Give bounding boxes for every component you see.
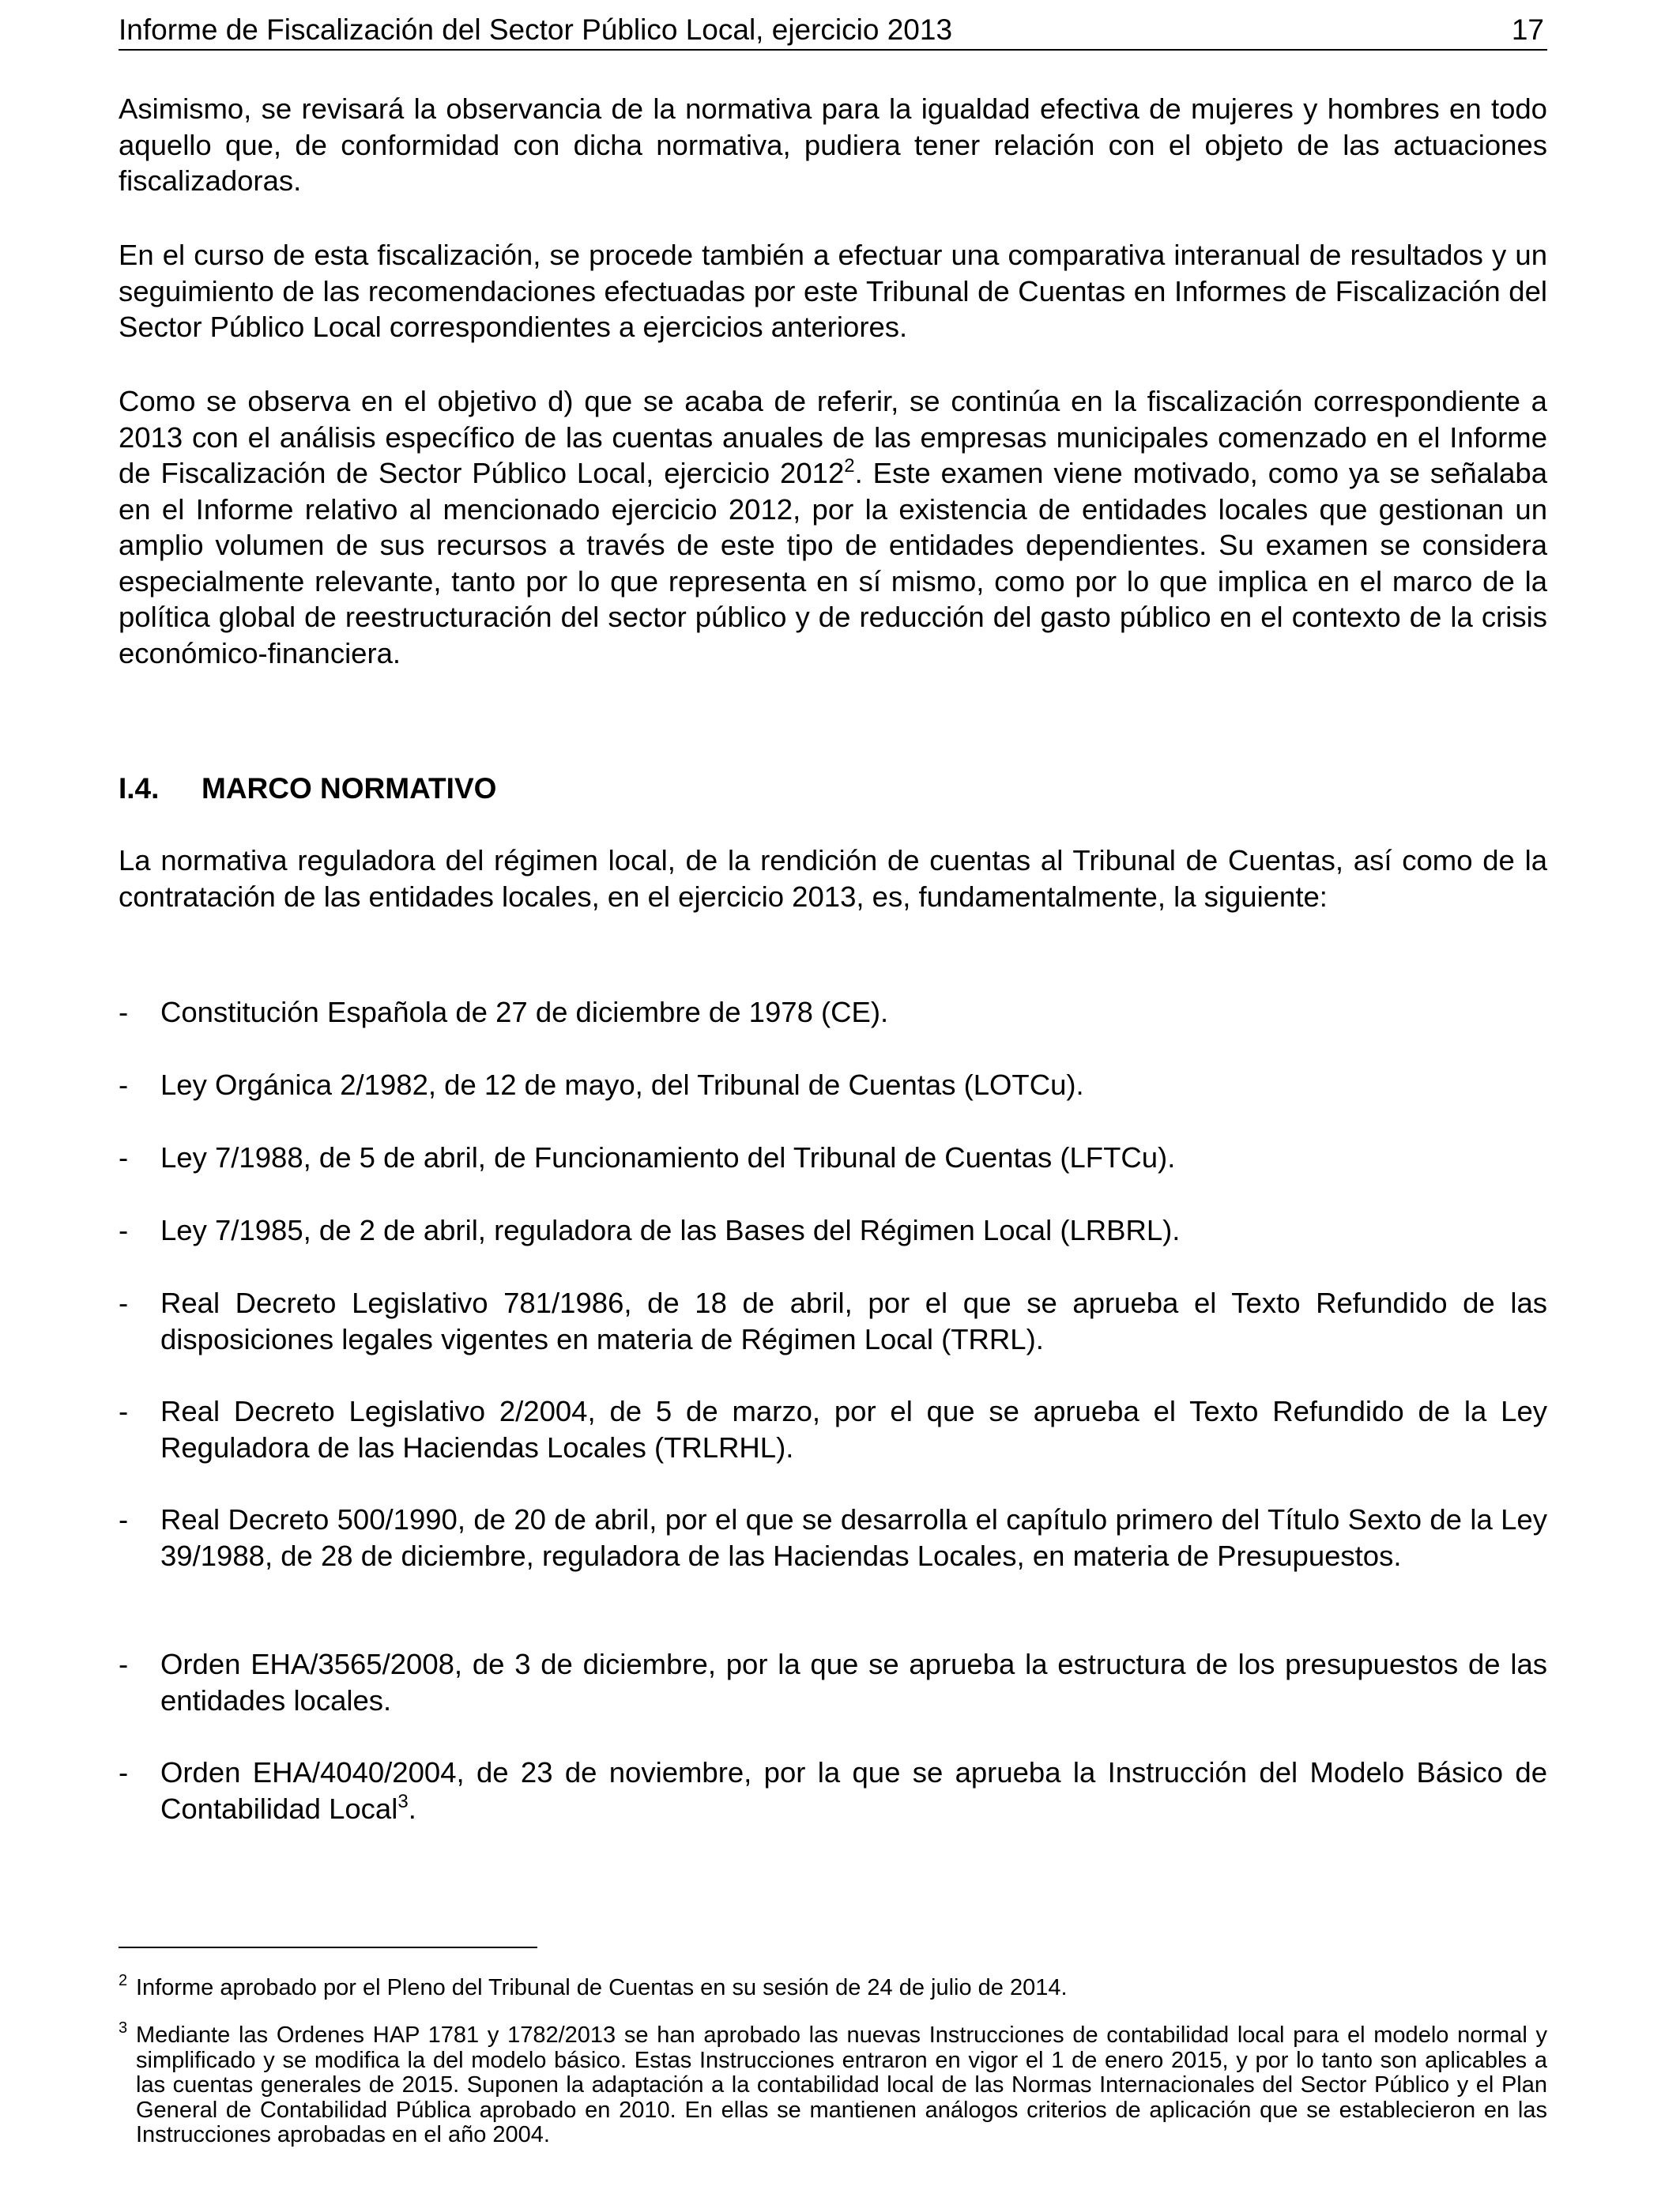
footnote-text: Mediante las Ordenes HAP 1781 y 1782/2013 se han aprobado las nuevas Instrucciones de contabilidad local para el modelo normal y simplificado y se modifica la del modelo básico. Estas Instrucciones entraron en vigor el 1 de enero 2015, y por lo tanto son aplicables a las cuentas generales de 2015. Suponen la adaptación a la contabilidad local de las Normas Internacionales del Sector Público y el Plan General de Contabilidad Pública aprobado en 2010. En ellas se mantienen análogos criterios de aplicación que se establecieron en las Instrucciones aprobadas en el año 2004.: [136, 2022, 1547, 2147]
section-heading: [119, 771, 496, 807]
paragraph-municipal-companies-part2: . Este examen viene motivado, como ya se señalaba en el Informe relativo al mencionado ejercicio 2012, por la existencia de entidades locales que gestionan un amplio volumen de sus recursos a través de este tipo de entidades dependientes. Su examen se considera especialmente relevante, tanto por lo que representa en sí mismo, como por lo que implica en el marco de la política global de reestructuración del sector público y de reducción del gasto público en el contexto de la crisis económico-financiera.: [119, 457, 1548, 669]
list-item-text: Ley 7/1988, de 5 de abril, de Funcionamiento del Tribunal de Cuentas (LFTCu).: [160, 1141, 1176, 1174]
list-dash: -: [119, 1395, 129, 1427]
footnote-text: Informe aprobado por el Pleno del Tribunal de Cuentas en su sesión de 24 de julio de 2014.: [136, 1975, 1068, 2000]
paragraph-equality: Asimismo, se revisará la observancia de la normativa para la igualdad efectiva de mujeres y hombres en todo aquello que, de conformidad con dicha normativa, pudiera tener relación con el objeto de las actuaciones fiscalizadoras.: [119, 92, 1547, 197]
list-item-text: Orden EHA/3565/2008, de 3 de diciembre, por la que se aprueba la estructura de los presupuestos de las entidades locales.: [160, 1648, 1547, 1717]
list-item-text: Real Decreto Legislativo 781/1986, de 18 de abril, por el que se aprueba el Texto Refundido de las disposiciones legales vigentes en materia de Régimen Local (TRRL).: [160, 1287, 1547, 1355]
list-item-text: [160, 1755, 1547, 1826]
footnote-separator: [119, 1947, 537, 1948]
list-item-text: Constitución Española de 27 de diciembre de 1978 (CE).: [160, 996, 889, 1028]
list-item-text: Real Decreto 500/1990, de 20 de abril, por el que se desarrolla el capítulo primero del Título Sexto de la Ley 39/1988, de 28 de diciembre, reguladora de las Haciendas Locales, en materia de Presupuestos.: [160, 1503, 1547, 1572]
list-dash: -: [119, 1141, 129, 1174]
list-dash: -: [119, 1287, 129, 1319]
footnote-mark: 2: [119, 1972, 128, 1989]
section-title: MARCO NORMATIVO: [202, 772, 497, 805]
footnote-mark: 3: [119, 2019, 128, 2037]
section-intro: La normativa reguladora del régimen local, de la rendición de cuentas al Tribunal de Cuentas, así como de la contratación de las entidades locales, en el ejercicio 2013, es, fundamentalmente, la siguiente:: [119, 844, 1547, 913]
page-header: [119, 11, 1547, 51]
list-dash: -: [119, 996, 129, 1028]
footnote-ref-3[interactable]: 3: [397, 1790, 409, 1812]
list-item-text: Ley 7/1985, de 2 de abril, reguladora de las Bases del Régimen Local (LRBRL).: [160, 1214, 1181, 1246]
list-item-text: Ley Orgánica 2/1982, de 12 de mayo, del Tribunal de Cuentas (LOTCu).: [160, 1069, 1084, 1101]
paragraph-comparative: En el curso de esta fiscalización, se procede también a efectuar una comparativa interanual de resultados y un seguimiento de las recomendaciones efectuadas por este Tribunal de Cuentas en Informes de Fiscalización del Sector Público Local correspondientes a ejercicios anteriores.: [119, 239, 1547, 343]
list-dash: -: [119, 1503, 129, 1536]
list-item-text: Real Decreto Legislativo 2/2004, de 5 de marzo, por el que se aprueba el Texto Refundido de la Ley Reguladora de las Haciendas Locales (TRLRHL).: [160, 1395, 1547, 1464]
list-item-text-main: Orden EHA/4040/2004, de 23 de noviembre, por la que se aprueba la Instrucción del Modelo Básico de Contabilidad Local: [160, 1756, 1547, 1825]
page-number: 17: [1511, 13, 1544, 46]
paragraph-municipal-companies-part1: Como se observa en el objetivo d) que se acaba de referir, se continúa en la fiscalización correspondiente a 2013 con el análisis específico de las cuentas anuales de las empresas municipales comenzado en el Informe de Fiscalización de Sector Público Local, ejercicio 2012: [119, 385, 1547, 489]
paragraph-municipal-companies: [119, 383, 1547, 671]
section-number: I.4.: [119, 772, 160, 805]
list-item-text-end: .: [408, 1792, 416, 1825]
list-dash: -: [119, 1069, 129, 1101]
footnote-ref-2[interactable]: 2: [844, 455, 855, 477]
list-dash: -: [119, 1648, 129, 1680]
list-dash: -: [119, 1214, 129, 1246]
list-dash: -: [119, 1756, 129, 1789]
header-title: Informe de Fiscalización del Sector Público Local, ejercicio 2013: [119, 13, 953, 46]
